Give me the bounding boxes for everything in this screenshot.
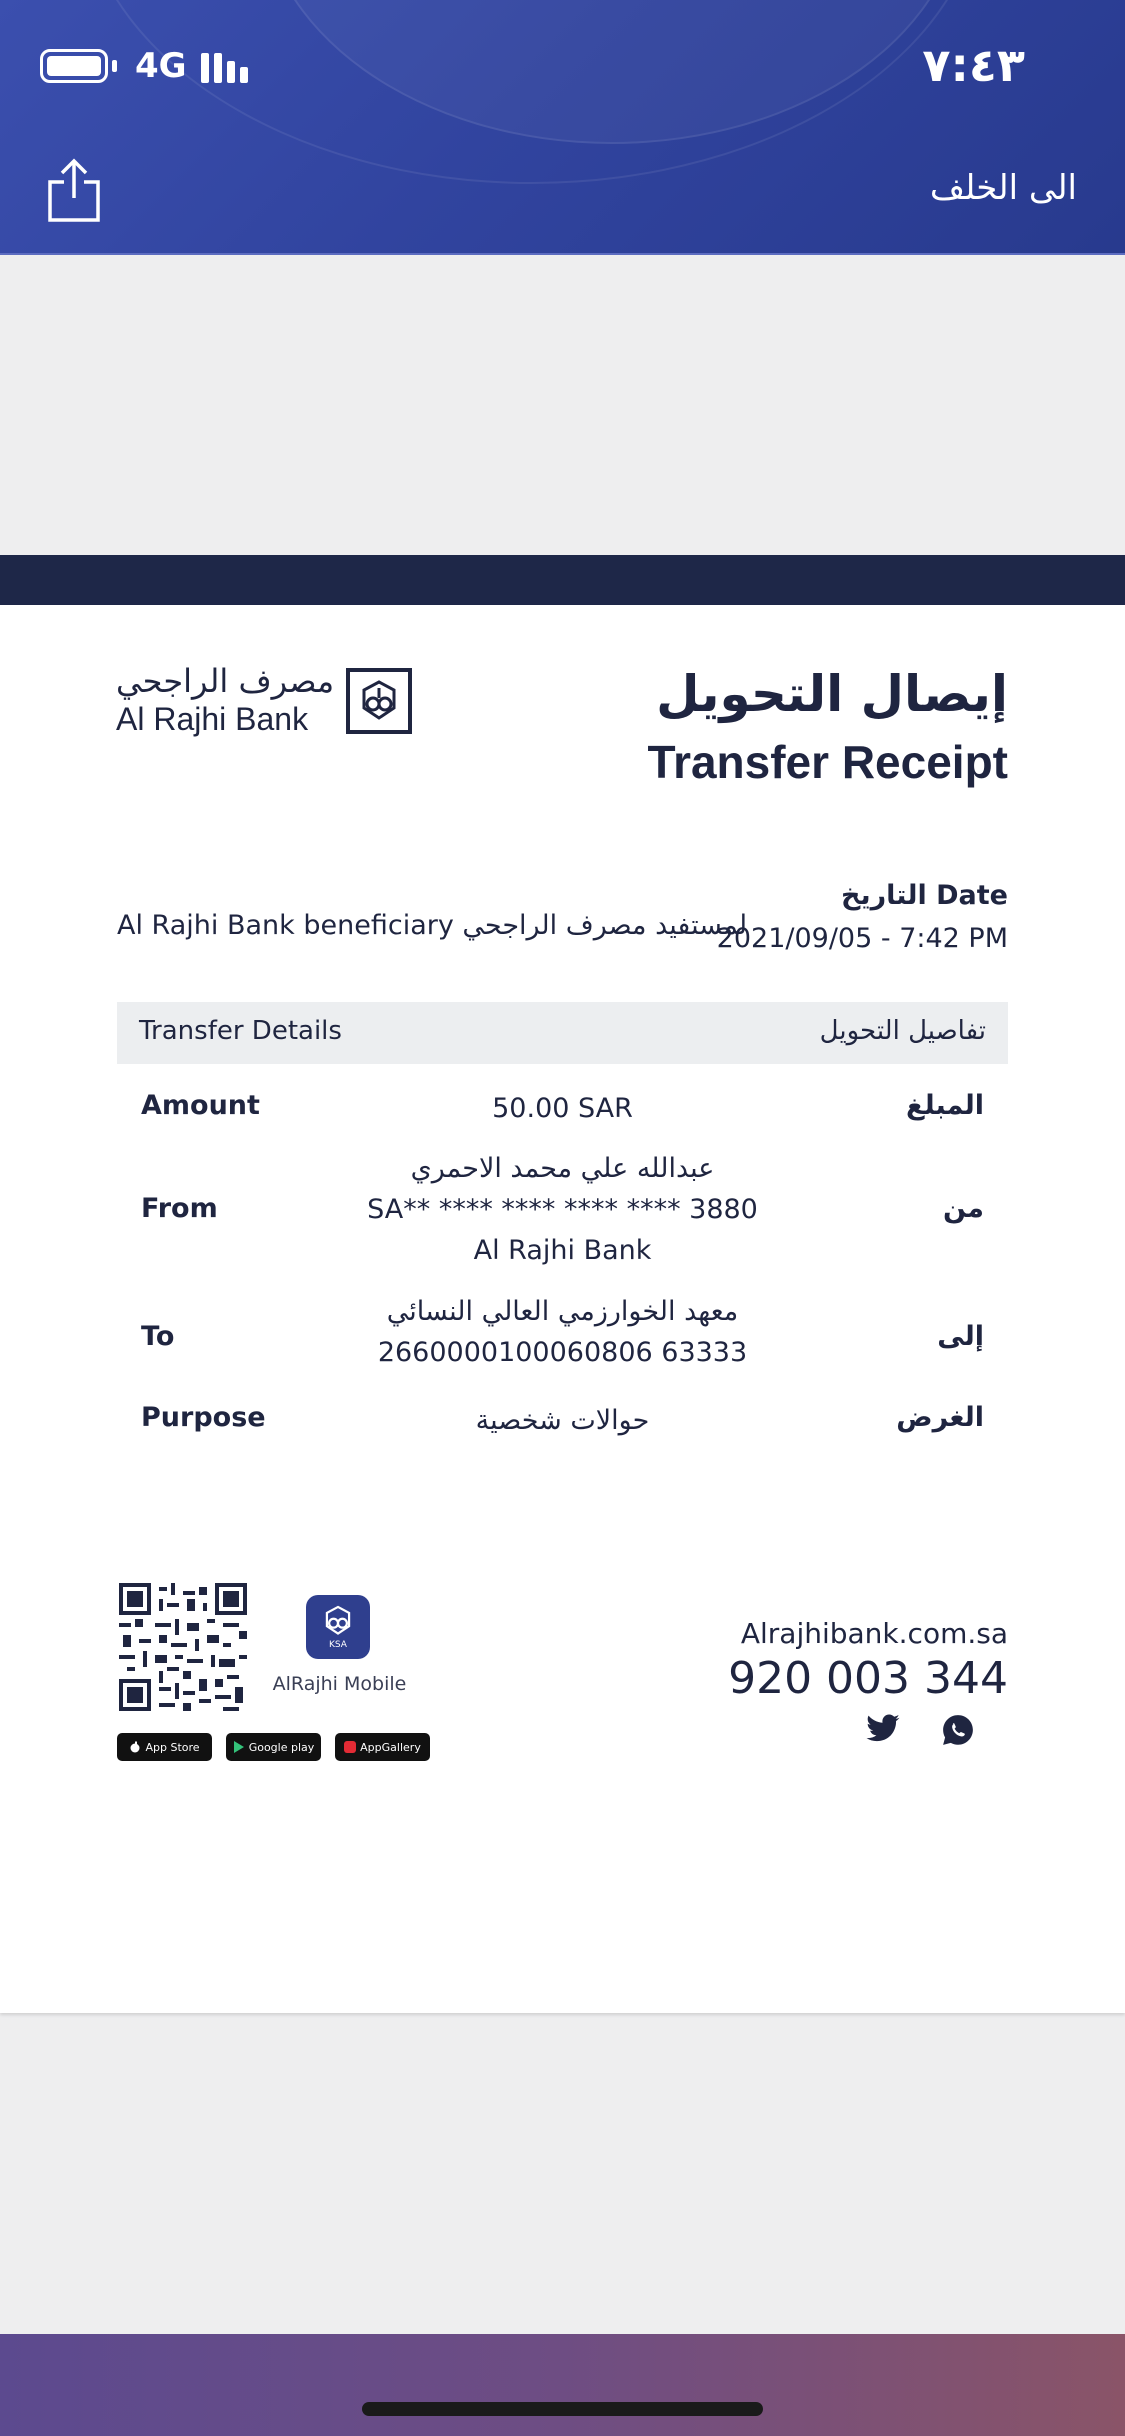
google-play-label: Google play	[248, 1740, 315, 1754]
amount-row	[117, 1090, 1008, 1130]
to-row	[117, 1291, 1008, 1381]
store-badges	[117, 1733, 430, 1761]
back-button[interactable]: الى الخلف	[929, 168, 1077, 208]
huawei-icon	[344, 1741, 356, 1753]
battery-tip	[112, 60, 117, 72]
purpose-label-arabic: الغرض	[896, 1402, 984, 1433]
google-play-badge[interactable]	[226, 1733, 321, 1761]
network-type: 4G	[135, 46, 187, 86]
transfer-details-header	[117, 1002, 1008, 1064]
qr-code	[119, 1583, 247, 1711]
bank-emblem-icon	[321, 1604, 355, 1638]
to-account: 2660000100060806 63333	[377, 1337, 748, 1368]
status-indicators	[40, 46, 248, 86]
phone-number[interactable]: 920 003 344	[728, 1653, 1008, 1704]
share-icon[interactable]	[44, 158, 104, 224]
details-header-english: Transfer Details	[139, 1016, 342, 1046]
from-label: From	[141, 1193, 218, 1224]
date-value: 2021/09/05 - 7:42 PM	[716, 923, 1008, 954]
bank-logo-icon	[346, 668, 412, 734]
bank-logo	[116, 663, 412, 739]
home-indicator[interactable]	[362, 2402, 763, 2416]
twitter-icon[interactable]	[865, 1713, 901, 1745]
beneficiary-type: Al Rajhi Bank beneficiary لمستفيد مصرف الراجحي	[117, 910, 748, 941]
logo-text-english: Al Rajhi Bank	[116, 701, 309, 737]
from-bank: Al Rajhi Bank	[473, 1235, 652, 1266]
app-gallery-label: AppGallery	[360, 1740, 421, 1754]
signal-icon	[201, 49, 248, 83]
logo-text-arabic: مصرف الراجحي	[116, 662, 335, 700]
app-gallery-badge[interactable]	[335, 1733, 430, 1761]
transfer-receipt	[0, 605, 1125, 2013]
amount-label: Amount	[141, 1090, 260, 1121]
from-row	[117, 1148, 1008, 1278]
home-bar-area	[0, 2334, 1125, 2436]
from-name: عبدالله علي محمد الاحمري	[410, 1153, 715, 1184]
from-label-arabic: من	[942, 1193, 984, 1224]
social-links	[865, 1713, 975, 1747]
app-store-label: App Store	[145, 1740, 200, 1754]
purpose-label: Purpose	[141, 1402, 266, 1433]
website-link[interactable]: Alrajhibank.com.sa	[740, 1617, 1008, 1650]
amount-label-arabic: المبلغ	[906, 1090, 984, 1121]
date-label: التاريخ Date	[841, 880, 1008, 911]
purpose-row	[117, 1402, 1008, 1442]
battery-icon	[40, 49, 108, 83]
status-time: ٧:٤٣	[922, 38, 1025, 92]
whatsapp-icon[interactable]	[941, 1713, 975, 1747]
to-label-arabic: إلى	[937, 1321, 984, 1352]
amount-value: 50.00 SAR	[492, 1093, 633, 1124]
to-label: To	[141, 1321, 175, 1352]
app-name: AlRajhi Mobile	[272, 1673, 407, 1695]
purpose-value: حوالات شخصية	[475, 1405, 650, 1436]
receipt-title-arabic: إيصال التحويل	[656, 665, 1008, 723]
app-tile-label: KSA	[329, 1640, 347, 1650]
receipt-title: Transfer Receipt	[647, 736, 1008, 788]
app-header	[0, 0, 1125, 255]
app-icon[interactable]	[306, 1595, 370, 1659]
receipt-top-band	[0, 555, 1125, 605]
app-store-badge[interactable]	[117, 1733, 212, 1761]
details-header-arabic: تفاصيل التحويل	[819, 1016, 986, 1046]
from-account: SA** **** **** **** **** 3880	[367, 1194, 758, 1225]
to-name: معهد الخوارزمي العالي النسائي	[386, 1296, 739, 1327]
apple-icon	[129, 1741, 141, 1753]
play-icon	[233, 1741, 245, 1753]
